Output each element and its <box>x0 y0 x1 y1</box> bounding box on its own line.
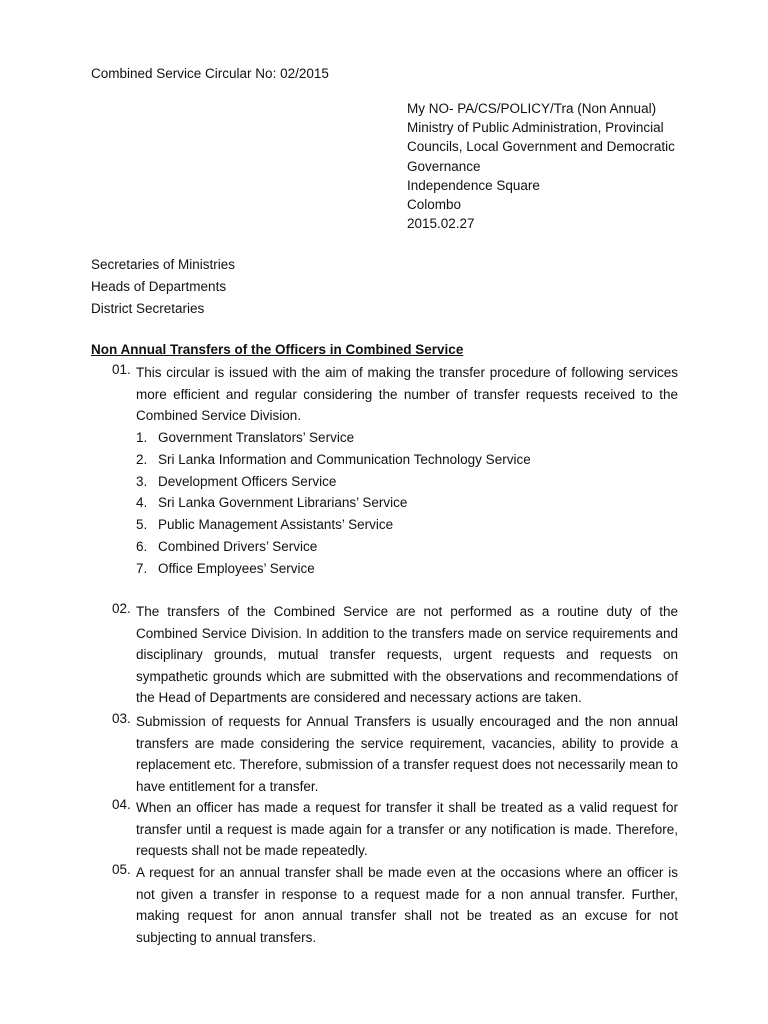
list-item-number: 3. <box>136 473 148 489</box>
paragraph-number: 05. <box>112 862 131 877</box>
list-item-number: 2. <box>136 451 148 467</box>
list-item-number: 7. <box>136 560 148 576</box>
letter-date: 2015.02.27 <box>407 216 475 232</box>
paragraph-number: 01. <box>112 362 131 377</box>
address-line-2: Colombo <box>407 197 462 213</box>
list-item <box>136 558 531 580</box>
recipient: District Secretaries <box>91 301 205 316</box>
list-item <box>136 471 531 493</box>
list-item <box>136 514 531 536</box>
list-item-number: 4. <box>136 495 148 511</box>
circular-number: Combined Service Circular No: 02/2015 <box>91 66 329 81</box>
list-item-number: 1. <box>136 430 148 445</box>
paragraph-text: Submission of requests for Annual Transfers is usually encouraged and the non annual transfers are made considering the service requirement, vacancies, ability to provide a replacement etc. Therefore, submission of a transfer request does not necessarily mean to have entitlement for a transfer. <box>136 714 678 794</box>
paragraph-text: The transfers of the Combined Service are not performed as a routine duty of the Combined Service Division. In addition to the transfers made on service requirements and disciplinary grounds, mutual transfer requests, urgent requests and requests on sympathetic grounds which are submitted with the observations and recommendations of the Head of Departments are considered and necessary actions are taken. <box>136 604 678 706</box>
reference-number: My NO- PA/CS/POLICY/Tra (Non Annual) <box>407 101 657 116</box>
list-item-number: 5. <box>136 517 148 533</box>
list-item-text: Office Employees’ Service <box>158 560 315 576</box>
recipient: Secretaries of Ministries <box>91 257 236 272</box>
list-item-text: Government Translators’ Service <box>158 430 355 445</box>
paragraph-03 <box>112 711 678 797</box>
ministry-name-line-3: Governance <box>407 158 481 174</box>
list-item <box>136 427 531 449</box>
paragraph-02 <box>112 601 678 709</box>
paragraph-number: 02. <box>112 601 131 616</box>
ministry-name-line-2: Councils, Local Government and Democratic <box>407 139 675 155</box>
sender-address-block <box>407 99 697 233</box>
paragraph-04 <box>112 797 678 862</box>
paragraph-number: 03. <box>112 711 131 726</box>
paragraph-05 <box>112 862 678 948</box>
paragraph-text: When an officer has made a request for transfer it shall be treated as a valid request for transfer until a request is made again for a transfer or any notification is made. Therefore, requests shall not be made repeatedly. <box>136 800 678 859</box>
list-item-text: Sri Lanka Government Librarians’ Service <box>158 495 408 511</box>
paragraph-01 <box>112 362 678 427</box>
address-line-1: Independence Square <box>407 177 540 193</box>
paragraph-text: A request for an annual transfer shall be made even at the occasions where an officer is not given a transfer in response to a request made for a non annual transfer. Further, making request for anon annual transfer shall not be treated as an excuse for not subjecting to annual transfers. <box>136 865 678 945</box>
ministry-name-line-1: Ministry of Public Administration, Provincial <box>407 120 664 136</box>
services-list <box>136 427 531 580</box>
list-item <box>136 492 531 514</box>
recipient: Heads of Departments <box>91 279 227 294</box>
paragraph-text: This circular is issued with the aim of making the transfer procedure of following services more efficient and regular considering the number of transfer requests received to the Combined Service Division. <box>136 365 678 424</box>
list-item-text: Combined Drivers’ Service <box>158 538 318 554</box>
list-item <box>136 449 531 471</box>
list-item-text: Development Officers Service <box>158 473 337 489</box>
circular-title: Non Annual Transfers of the Officers in Combined Service <box>91 342 464 357</box>
list-item-text: Public Management Assistants’ Service <box>158 517 394 533</box>
list-item-number: 6. <box>136 538 148 554</box>
recipients-block <box>91 254 235 320</box>
list-item-text: Sri Lanka Information and Communication Technology Service <box>158 451 531 467</box>
paragraph-number: 04. <box>112 797 131 812</box>
list-item <box>136 536 531 558</box>
